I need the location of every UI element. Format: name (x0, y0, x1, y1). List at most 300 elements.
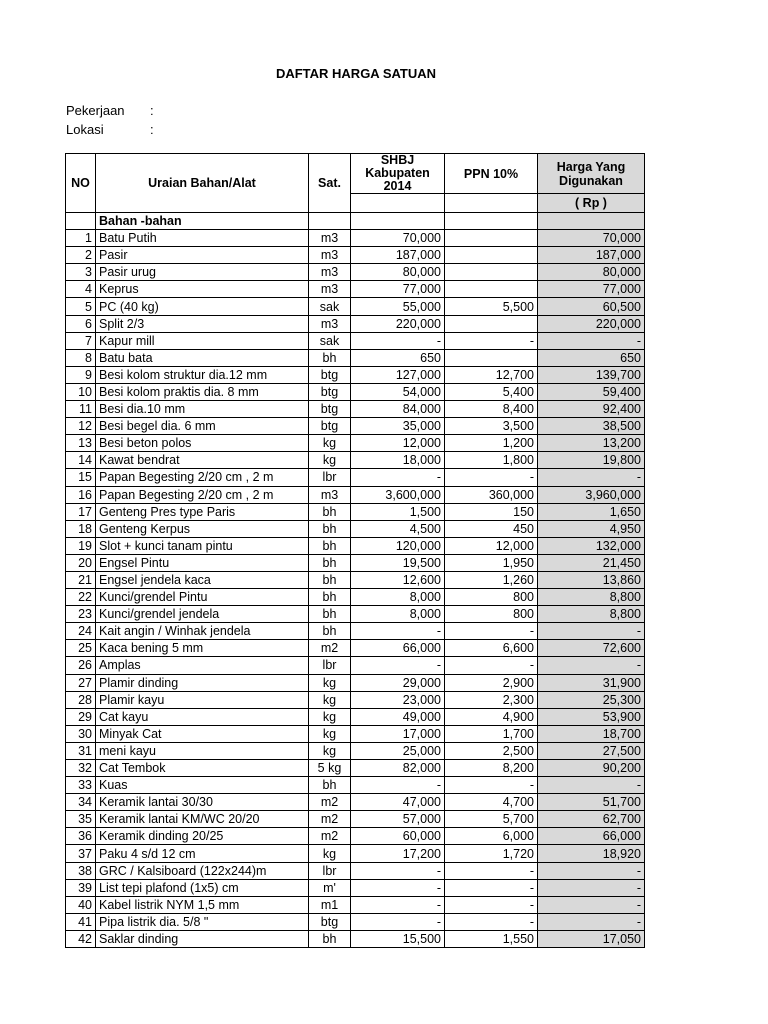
header-rp: ( Rp ) (538, 194, 645, 213)
table-row (66, 760, 645, 777)
cell-sat: m2 (309, 811, 351, 828)
table-row (66, 794, 645, 811)
cell-sat: kg (309, 435, 351, 452)
cell-no: 21 (66, 571, 96, 588)
cell-name: Kapur mill (96, 332, 309, 349)
table-row (66, 879, 645, 896)
cell-harga: 132,000 (538, 537, 645, 554)
cell-ppn: 12,000 (445, 537, 538, 554)
cell-name: Plamir dinding (96, 674, 309, 691)
cell-harga: 25,300 (538, 691, 645, 708)
cell-ppn (445, 230, 538, 247)
cell-shbj: - (351, 879, 445, 896)
cell-name: Batu Putih (96, 230, 309, 247)
cell-no: 25 (66, 640, 96, 657)
table-row (66, 708, 645, 725)
cell-ppn: 5,700 (445, 811, 538, 828)
cell-ppn: - (445, 777, 538, 794)
cell-harga: 18,920 (538, 845, 645, 862)
cell-sat: kg (309, 691, 351, 708)
table-row (66, 811, 645, 828)
table-row (66, 383, 645, 400)
cell-harga: 17,050 (538, 930, 645, 947)
table-row (66, 264, 645, 281)
table-row (66, 640, 645, 657)
cell-harga: 62,700 (538, 811, 645, 828)
cell-no: 19 (66, 537, 96, 554)
cell-ppn (445, 281, 538, 298)
cell-ppn: 6,600 (445, 640, 538, 657)
cell-no: 17 (66, 503, 96, 520)
cell-sat: m3 (309, 281, 351, 298)
table-row (66, 845, 645, 862)
cell-harga: 27,500 (538, 742, 645, 759)
cell-ppn: 5,500 (445, 298, 538, 315)
cell-ppn: 1,700 (445, 725, 538, 742)
cell-ppn: 1,550 (445, 930, 538, 947)
cell-name: Keramik lantai KM/WC 20/20 (96, 811, 309, 828)
cell-name: Kait angin / Winhak jendela (96, 623, 309, 640)
cell-shbj: - (351, 332, 445, 349)
cell-shbj: 18,000 (351, 452, 445, 469)
header-shbj-line2: Kabupaten (365, 166, 430, 180)
cell-sat: sak (309, 298, 351, 315)
header-harga (538, 154, 645, 194)
cell-shbj: 12,600 (351, 571, 445, 588)
table-row (66, 349, 645, 366)
cell-no: 34 (66, 794, 96, 811)
cell-sat: btg (309, 401, 351, 418)
cell-shbj: 70,000 (351, 230, 445, 247)
cell-name: Engsel jendela kaca (96, 571, 309, 588)
cell-no: 15 (66, 469, 96, 486)
cell-sat: bh (309, 571, 351, 588)
cell-shbj: 127,000 (351, 366, 445, 383)
table-row (66, 452, 645, 469)
cell-harga: 70,000 (538, 230, 645, 247)
cell-no: 12 (66, 418, 96, 435)
cell-sat: kg (309, 708, 351, 725)
cell-shbj: 55,000 (351, 298, 445, 315)
cell-ppn: 360,000 (445, 486, 538, 503)
cell-name: Keprus (96, 281, 309, 298)
cell-shbj: 8,000 (351, 589, 445, 606)
cell-no: 4 (66, 281, 96, 298)
cell-harga: 139,700 (538, 366, 645, 383)
cell-no: 29 (66, 708, 96, 725)
cell-no: 40 (66, 896, 96, 913)
cell-no: 18 (66, 520, 96, 537)
cell-harga: 31,900 (538, 674, 645, 691)
cell-name: Batu bata (96, 349, 309, 366)
section-harga-cell (538, 213, 645, 230)
table-row (66, 401, 645, 418)
header-shbj-blank (351, 194, 445, 213)
table-row (66, 862, 645, 879)
cell-shbj: 25,000 (351, 742, 445, 759)
cell-no: 36 (66, 828, 96, 845)
section-shbj-cell (351, 213, 445, 230)
table-row (66, 520, 645, 537)
cell-harga: 59,400 (538, 383, 645, 400)
cell-shbj: 80,000 (351, 264, 445, 281)
cell-shbj: - (351, 469, 445, 486)
cell-name: meni kayu (96, 742, 309, 759)
header-shbj-line3: 2014 (383, 179, 412, 193)
header-ppn-blank (445, 194, 538, 213)
cell-sat: bh (309, 606, 351, 623)
header-shbj (351, 154, 445, 194)
cell-sat: lbr (309, 469, 351, 486)
header-harga-line1: Harga Yang (556, 159, 626, 174)
cell-ppn: 4,900 (445, 708, 538, 725)
cell-ppn: - (445, 879, 538, 896)
price-table (65, 153, 645, 948)
cell-harga: - (538, 469, 645, 486)
cell-harga: 18,700 (538, 725, 645, 742)
cell-shbj: - (351, 862, 445, 879)
cell-no: 35 (66, 811, 96, 828)
cell-shbj: 54,000 (351, 383, 445, 400)
cell-no: 38 (66, 862, 96, 879)
table-row (66, 486, 645, 503)
cell-no: 31 (66, 742, 96, 759)
cell-shbj: 12,000 (351, 435, 445, 452)
cell-harga: 13,200 (538, 435, 645, 452)
table-row (66, 366, 645, 383)
lokasi-label: Lokasi (66, 122, 104, 137)
cell-harga: - (538, 913, 645, 930)
cell-sat: bh (309, 589, 351, 606)
cell-no: 8 (66, 349, 96, 366)
cell-sat: btg (309, 383, 351, 400)
cell-sat: bh (309, 930, 351, 947)
cell-harga: 8,800 (538, 606, 645, 623)
cell-harga: 53,900 (538, 708, 645, 725)
cell-ppn: 2,500 (445, 742, 538, 759)
cell-shbj: 4,500 (351, 520, 445, 537)
cell-no: 11 (66, 401, 96, 418)
table-row (66, 930, 645, 947)
cell-ppn: 3,500 (445, 418, 538, 435)
cell-sat: bh (309, 777, 351, 794)
cell-harga: 66,000 (538, 828, 645, 845)
cell-name: Besi dia.10 mm (96, 401, 309, 418)
cell-harga: 80,000 (538, 264, 645, 281)
header-sat: Sat. (309, 154, 351, 213)
table-row (66, 589, 645, 606)
cell-sat: m3 (309, 486, 351, 503)
cell-shbj: 19,500 (351, 554, 445, 571)
cell-sat: lbr (309, 862, 351, 879)
cell-harga: - (538, 657, 645, 674)
cell-shbj: 29,000 (351, 674, 445, 691)
cell-sat: m1 (309, 896, 351, 913)
cell-name: Kunci/grendel Pintu (96, 589, 309, 606)
cell-name: Paku 4 s/d 12 cm (96, 845, 309, 862)
table-row (66, 742, 645, 759)
cell-shbj: - (351, 896, 445, 913)
cell-no: 7 (66, 332, 96, 349)
cell-name: Minyak Cat (96, 725, 309, 742)
section-ppn-cell (445, 213, 538, 230)
cell-shbj: 17,000 (351, 725, 445, 742)
cell-ppn: - (445, 913, 538, 930)
cell-name: Pipa listrik dia. 5/8 " (96, 913, 309, 930)
cell-sat: lbr (309, 657, 351, 674)
cell-shbj: 47,000 (351, 794, 445, 811)
cell-name: Genteng Kerpus (96, 520, 309, 537)
cell-ppn (445, 349, 538, 366)
cell-ppn: 800 (445, 606, 538, 623)
cell-shbj: 220,000 (351, 315, 445, 332)
cell-no: 1 (66, 230, 96, 247)
cell-harga: 90,200 (538, 760, 645, 777)
cell-no: 14 (66, 452, 96, 469)
cell-sat: m2 (309, 794, 351, 811)
table-row (66, 315, 645, 332)
cell-ppn (445, 247, 538, 264)
cell-shbj: 120,000 (351, 537, 445, 554)
cell-no: 5 (66, 298, 96, 315)
cell-harga: - (538, 896, 645, 913)
table-row (66, 657, 645, 674)
table-row (66, 913, 645, 930)
table-row (66, 777, 645, 794)
lokasi-line (66, 122, 154, 137)
cell-ppn (445, 315, 538, 332)
cell-name: Amplas (96, 657, 309, 674)
header-shbj-line1: SHBJ (380, 153, 415, 167)
cell-name: Besi kolom struktur dia.12 mm (96, 366, 309, 383)
cell-no: 27 (66, 674, 96, 691)
cell-name: Keramik dinding 20/25 (96, 828, 309, 845)
table-row (66, 554, 645, 571)
cell-sat: m' (309, 879, 351, 896)
cell-name: Pasir urug (96, 264, 309, 281)
cell-name: Split 2/3 (96, 315, 309, 332)
cell-harga: 92,400 (538, 401, 645, 418)
table-row (66, 298, 645, 315)
cell-name: PC (40 kg) (96, 298, 309, 315)
cell-name: Genteng Pres type Paris (96, 503, 309, 520)
cell-no: 9 (66, 366, 96, 383)
cell-no: 13 (66, 435, 96, 452)
cell-harga: 187,000 (538, 247, 645, 264)
cell-sat: kg (309, 452, 351, 469)
cell-no: 16 (66, 486, 96, 503)
cell-ppn: - (445, 896, 538, 913)
cell-shbj: 1,500 (351, 503, 445, 520)
cell-ppn: 450 (445, 520, 538, 537)
cell-name: Besi beton polos (96, 435, 309, 452)
cell-harga: 220,000 (538, 315, 645, 332)
cell-sat: m3 (309, 247, 351, 264)
table-row (66, 571, 645, 588)
cell-ppn: 4,700 (445, 794, 538, 811)
cell-sat: bh (309, 520, 351, 537)
section-row (66, 213, 645, 230)
cell-shbj: 84,000 (351, 401, 445, 418)
cell-shbj: 66,000 (351, 640, 445, 657)
cell-no: 32 (66, 760, 96, 777)
cell-shbj: - (351, 623, 445, 640)
cell-shbj: - (351, 657, 445, 674)
cell-name: Besi begel dia. 6 mm (96, 418, 309, 435)
cell-shbj: 15,500 (351, 930, 445, 947)
cell-no: 28 (66, 691, 96, 708)
cell-sat: btg (309, 418, 351, 435)
cell-ppn: 2,300 (445, 691, 538, 708)
cell-sat: kg (309, 674, 351, 691)
cell-no: 39 (66, 879, 96, 896)
cell-name: Engsel Pintu (96, 554, 309, 571)
cell-name: Keramik lantai 30/30 (96, 794, 309, 811)
cell-name: Slot + kunci tanam pintu (96, 537, 309, 554)
cell-harga: 51,700 (538, 794, 645, 811)
cell-harga: 13,860 (538, 571, 645, 588)
cell-shbj: 77,000 (351, 281, 445, 298)
table-row (66, 725, 645, 742)
cell-harga: - (538, 862, 645, 879)
cell-harga: - (538, 623, 645, 640)
cell-sat: bh (309, 349, 351, 366)
cell-no: 37 (66, 845, 96, 862)
lokasi-separator: : (150, 122, 154, 137)
cell-harga: 38,500 (538, 418, 645, 435)
cell-sat: m3 (309, 315, 351, 332)
cell-harga: - (538, 879, 645, 896)
cell-sat: m2 (309, 828, 351, 845)
cell-sat: bh (309, 623, 351, 640)
pekerjaan-separator: : (150, 103, 154, 118)
cell-harga: - (538, 777, 645, 794)
cell-sat: bh (309, 503, 351, 520)
cell-name: Kuas (96, 777, 309, 794)
cell-no: 20 (66, 554, 96, 571)
table-row (66, 606, 645, 623)
cell-no: 22 (66, 589, 96, 606)
cell-name: Cat kayu (96, 708, 309, 725)
page-title: DAFTAR HARGA SATUAN (275, 66, 437, 81)
cell-shbj: 35,000 (351, 418, 445, 435)
header-ppn: PPN 10% (445, 154, 538, 194)
cell-shbj: 17,200 (351, 845, 445, 862)
cell-sat: sak (309, 332, 351, 349)
table-row (66, 435, 645, 452)
cell-name: Kabel listrik NYM 1,5 mm (96, 896, 309, 913)
cell-ppn: - (445, 623, 538, 640)
table-row (66, 623, 645, 640)
table-row (66, 281, 645, 298)
cell-harga: 72,600 (538, 640, 645, 657)
cell-ppn: - (445, 332, 538, 349)
cell-shbj: 187,000 (351, 247, 445, 264)
table-row (66, 230, 645, 247)
cell-name: Kawat bendrat (96, 452, 309, 469)
cell-shbj: 57,000 (351, 811, 445, 828)
cell-ppn: 1,950 (445, 554, 538, 571)
cell-ppn: 12,700 (445, 366, 538, 383)
cell-shbj: 23,000 (351, 691, 445, 708)
cell-shbj: - (351, 777, 445, 794)
cell-shbj: 82,000 (351, 760, 445, 777)
cell-shbj: 650 (351, 349, 445, 366)
cell-ppn: 6,000 (445, 828, 538, 845)
cell-name: Cat Tembok (96, 760, 309, 777)
table-row (66, 691, 645, 708)
table-row (66, 896, 645, 913)
section-label: Bahan -bahan (96, 213, 309, 230)
cell-name: Papan Begesting 2/20 cm , 2 m (96, 486, 309, 503)
cell-ppn: 1,800 (445, 452, 538, 469)
pekerjaan-line (66, 103, 154, 118)
cell-no: 26 (66, 657, 96, 674)
cell-harga: 4,950 (538, 520, 645, 537)
cell-harga: 21,450 (538, 554, 645, 571)
cell-ppn: 800 (445, 589, 538, 606)
cell-sat: kg (309, 845, 351, 862)
cell-ppn: 5,400 (445, 383, 538, 400)
cell-harga: 60,500 (538, 298, 645, 315)
table-row (66, 469, 645, 486)
cell-shbj: 49,000 (351, 708, 445, 725)
table-row (66, 247, 645, 264)
cell-harga: 8,800 (538, 589, 645, 606)
cell-shbj: 60,000 (351, 828, 445, 845)
cell-harga: - (538, 332, 645, 349)
header-harga-line2: Digunakan (559, 173, 623, 188)
cell-name: Saklar dinding (96, 930, 309, 947)
table-row (66, 537, 645, 554)
table-row (66, 418, 645, 435)
cell-no: 24 (66, 623, 96, 640)
section-no-cell (66, 213, 96, 230)
pekerjaan-label: Pekerjaan (66, 103, 125, 118)
cell-name: Papan Begesting 2/20 cm , 2 m (96, 469, 309, 486)
cell-ppn: - (445, 657, 538, 674)
cell-harga: 77,000 (538, 281, 645, 298)
cell-name: GRC / Kalsiboard (122x244)m (96, 862, 309, 879)
cell-sat: btg (309, 913, 351, 930)
cell-name: Kaca bening 5 mm (96, 640, 309, 657)
cell-sat: bh (309, 554, 351, 571)
cell-sat: m3 (309, 264, 351, 281)
cell-no: 6 (66, 315, 96, 332)
cell-harga: 3,960,000 (538, 486, 645, 503)
cell-ppn: - (445, 862, 538, 879)
header-uraian: Uraian Bahan/Alat (96, 154, 309, 213)
header-no: NO (66, 154, 96, 213)
cell-ppn (445, 264, 538, 281)
cell-ppn: 1,260 (445, 571, 538, 588)
section-sat-cell (309, 213, 351, 230)
table-row (66, 674, 645, 691)
cell-name: List tepi plafond (1x5) cm (96, 879, 309, 896)
cell-no: 30 (66, 725, 96, 742)
cell-name: Kunci/grendel jendela (96, 606, 309, 623)
cell-no: 33 (66, 777, 96, 794)
cell-ppn: 1,200 (445, 435, 538, 452)
cell-shbj: 8,000 (351, 606, 445, 623)
cell-sat: kg (309, 725, 351, 742)
cell-no: 2 (66, 247, 96, 264)
cell-ppn: 1,720 (445, 845, 538, 862)
cell-shbj: - (351, 913, 445, 930)
cell-name: Besi kolom praktis dia. 8 mm (96, 383, 309, 400)
cell-ppn: 150 (445, 503, 538, 520)
cell-name: Pasir (96, 247, 309, 264)
